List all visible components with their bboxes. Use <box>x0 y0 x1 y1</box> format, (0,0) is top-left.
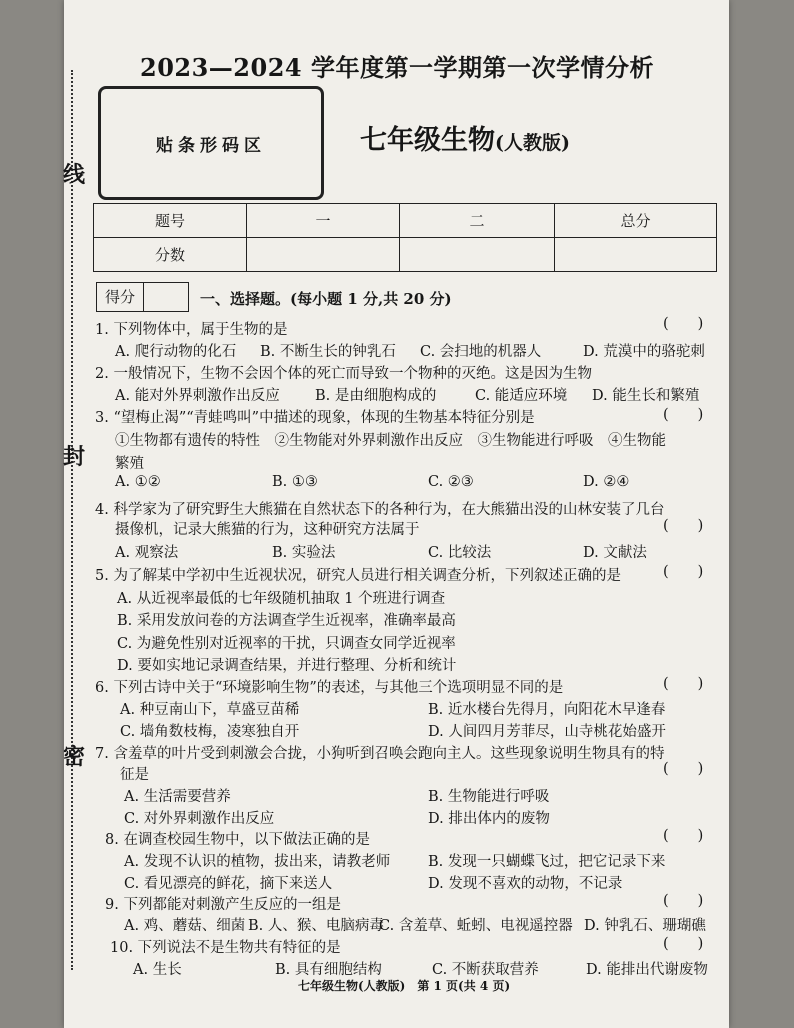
option: C. 为避免性别对近视率的干扰，只调查女同学近视率 <box>117 636 456 652</box>
option: D. 人间四月芳菲尽，山寺桃花始盛开 <box>428 724 666 740</box>
option: A. 观察法 <box>115 545 179 561</box>
score-cell[interactable] <box>400 238 555 272</box>
option: D. 文献法 <box>583 545 647 561</box>
question-line: 征是 <box>120 767 149 783</box>
option: C. 能适应环境 <box>475 388 568 404</box>
option: D. 能生长和繁殖 <box>592 388 700 404</box>
question-stem: 3. “望梅止渴”“青蛙鸣叫”中描述的现象，体现的生物基本特征分别是 <box>95 410 535 426</box>
score-cell: 总分 <box>555 204 717 238</box>
option: A. 生长 <box>133 962 182 978</box>
option: C. 含羞草、蚯蚓、电视遥控器 <box>379 918 573 934</box>
question-stem: 6. 下列古诗中关于“环境影响生物”的表述，与其他三个选项明显不同的是 <box>95 680 564 696</box>
defen-label: 得分 <box>96 282 144 312</box>
section-title: 一、选择题。(每小题 1 分,共 20 分) <box>200 290 452 308</box>
answer-paren[interactable]: ( ) <box>663 936 704 952</box>
score-table-row <box>94 204 717 238</box>
option: A. 鸡、蘑菇、细菌 <box>124 918 246 934</box>
option: C. ②③ <box>428 474 474 490</box>
option: C. 墙角数枝梅，凌寒独自开 <box>120 724 300 740</box>
question-stem: 2. 一般情况下，生物不会因个体的死亡而导致一个物种的灭绝。这是因为生物 <box>95 366 592 382</box>
barcode-label: 贴条形码区 <box>156 135 266 156</box>
score-cell: 一 <box>247 204 400 238</box>
answer-paren[interactable]: ( ) <box>663 828 704 844</box>
barcode-area <box>98 86 324 200</box>
question-stem: 9. 下列都能对刺激产生反应的一组是 <box>105 897 341 913</box>
question-line: 繁殖 <box>115 456 144 472</box>
option: B. 人、猴、电脑病毒 <box>248 918 384 934</box>
question-line: ①生物都有遗传的特性 ②生物能对外界刺激作出反应 ③生物能进行呼吸 ④生物能 <box>115 433 666 449</box>
option: D. 排出体内的废物 <box>428 811 550 827</box>
question-line: 摄像机，记录大熊猫的行为，这种研究方法属于 <box>115 522 420 538</box>
score-cell: 题号 <box>94 204 247 238</box>
option: C. 不断获取营养 <box>432 962 539 978</box>
score-cell[interactable] <box>247 238 400 272</box>
section-score-box <box>96 282 189 312</box>
option: D. 荒漠中的骆驼刺 <box>583 344 705 360</box>
page-title: 2023—2024 学年度第一学期第一次学情分析 <box>140 53 654 82</box>
option: A. 从近视率最低的七年级随机抽取 1 个班进行调查 <box>117 591 446 607</box>
answer-paren[interactable]: ( ) <box>663 676 704 692</box>
option: C. 会扫地的机器人 <box>420 344 542 360</box>
option: B. 近水楼台先得月，向阳花木早逢春 <box>428 702 666 718</box>
option: A. 发现不认识的植物，拔出来，请教老师 <box>124 854 391 870</box>
answer-paren[interactable]: ( ) <box>663 316 704 332</box>
score-cell[interactable] <box>555 238 717 272</box>
option: B. ①③ <box>272 474 318 490</box>
option: C. 看见漂亮的鲜花，摘下来送人 <box>124 876 333 892</box>
subject-title <box>360 118 570 157</box>
score-table-row <box>94 238 717 272</box>
score-cell: 二 <box>400 204 555 238</box>
option: B. 不断生长的钟乳石 <box>260 344 396 360</box>
subject-name: 七年级生物 <box>360 125 495 156</box>
option: B. 实验法 <box>272 545 336 561</box>
question-stem: 4. 科学家为了研究野生大熊猫在自然状态下的各种行为，在大熊猫出没的山林安装了几台 <box>95 502 665 518</box>
answer-paren[interactable]: ( ) <box>663 407 704 423</box>
option: D. 能排出代谢废物 <box>586 962 708 978</box>
option: D. 钟乳石、珊瑚礁 <box>584 918 706 934</box>
option: C. 比较法 <box>428 545 492 561</box>
option: A. 生活需要营养 <box>124 789 231 805</box>
binding-mark: 封 <box>63 444 86 470</box>
binding-mark: 密 <box>63 744 86 770</box>
answer-paren[interactable]: ( ) <box>663 761 704 777</box>
option: A. 种豆南山下，草盛豆苗稀 <box>120 702 300 718</box>
option: C. 对外界刺激作出反应 <box>124 811 275 827</box>
binding-mark: 线 <box>63 162 86 188</box>
answer-paren[interactable]: ( ) <box>663 564 704 580</box>
answer-paren[interactable]: ( ) <box>663 893 704 909</box>
option: B. 发现一只蝴蝶飞过，把它记录下来 <box>428 854 666 870</box>
option: A. 能对外界刺激作出反应 <box>115 388 280 404</box>
question-stem: 7. 含羞草的叶片受到刺激会合拢，小狗听到召唤会跑向主人。这些现象说明生物具有的特 <box>95 746 665 762</box>
binding-line <box>71 70 73 970</box>
option: A. ①② <box>115 474 161 490</box>
option: B. 生物能进行呼吸 <box>428 789 550 805</box>
edition-label: (人教版) <box>495 132 570 154</box>
option: D. ②④ <box>583 474 630 490</box>
score-table <box>93 203 717 272</box>
option: A. 爬行动物的化石 <box>115 344 237 360</box>
question-stem: 5. 为了解某中学初中生近视状况，研究人员进行相关调查分析，下列叙述正确的是 <box>95 568 621 584</box>
option: B. 采用发放问卷的方法调查学生近视率，准确率最高 <box>117 613 456 629</box>
question-stem: 1. 下列物体中，属于生物的是 <box>95 322 288 338</box>
question-stem: 10. 下列说法不是生物共有特征的是 <box>110 940 341 956</box>
answer-paren[interactable]: ( ) <box>663 518 704 534</box>
option: D. 要如实地记录调查结果，并进行整理、分析和统计 <box>117 658 457 674</box>
option: D. 发现不喜欢的动物，不记录 <box>428 876 623 892</box>
question-stem: 8. 在调查校园生物中，以下做法正确的是 <box>105 832 370 848</box>
option: B. 是由细胞构成的 <box>315 388 437 404</box>
page-footer: 七年级生物(人教版) 第 1 页(共 4 页) <box>298 979 511 993</box>
defen-blank[interactable] <box>144 282 189 312</box>
option: B. 具有细胞结构 <box>275 962 382 978</box>
score-cell: 分数 <box>94 238 247 272</box>
